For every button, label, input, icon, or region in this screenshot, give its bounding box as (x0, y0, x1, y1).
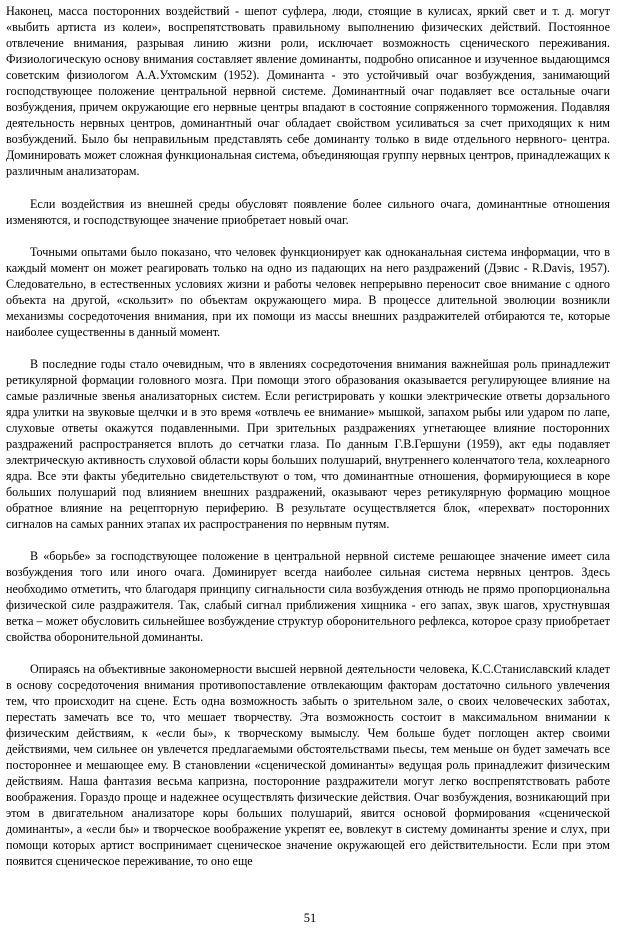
paragraph-gap (6, 532, 610, 548)
paragraph-6: Опираясь на объективные закономерности высшей нервной деятельности человека, К.С.Станиславский кладет в основу сосредоточения внимания противопоставление отвлекающим факторам достаточно сильного увлечения тем, что происходит на сцене. Есть одна возможность забыть о зрительном зале, о своих человеческих заботах, перестать замечать все то, что мешает творчеству. Эта возможность состоит в максимальном внимании к физическим действиям, к «если бы», к творческому вымыслу. Чем больше будет поглощен актер своими действиями, чем сильнее он увлечется предлагаемыми обстоятельствами пьесы, тем меньше он будет замечать все постороннее и мешающее ему. В становлении «сценической доминанты» ведущая роль принадлежит физическим действиям. Наша фантазия весьма капризна, посторонние раздражители могут легко воспрепятствовать работе воображения. Гораздо проще и надежнее осуществлять физические действия. Очаг возбуждения, возникающий при этом в двигательном анализаторе коры больших полушарий, явится основой формирования «сценической доминанты», а «если бы» и творческое воображение укрепят ее, вовлекут в систему доминанты зрение и слух, при помощи которых артист воспринимает сценическое значение окружающей его действительности. Если при этом появится сценическое переживание, то оно еще (6, 661, 610, 869)
paragraph-gap (6, 180, 610, 196)
paragraph-gap (6, 228, 610, 244)
page-number: 51 (303, 911, 317, 925)
paragraph-3: Точными опытами было показано, что человек функционирует как одноканальная система информации, что в каждый момент он может реагировать только на одно из падающих на него раздражений (Дэвис - R.Davis, 1957). Следовательно, в естественных условиях жизни и работы человек непрерывно переносит свое внимание с одного объекта на другой, «скользит» по объектам окружающего мира. В процессе длительной эволюции возникли механизмы сосредоточения внимания, при их помощи из массы внешних раздражителей отбираются те, которые наиболее существенны в данный момент. (6, 244, 610, 339)
paragraph-1: Наконец, масса посторонних воздействий - шепот суфлера, люди, стоящие в кулисах, яркий свет и т. д. могут «выбить артиста из колеи», воспрепятствовать правильному выполнению физических действий. Постоянное отвлечение внимания, разрывая линию жизни роли, исключает возможность сценического переживания. Физиологическую основу внимания составляет явление доминанты, подробно описанное и изученное выдающимся советским физиологом А.А.Ухтомским (1952). Доминанта - это устойчивый очаг возбуждения, занимающий господствующее положение центральной нервной системе. Доминантный очаг подавляет все остальные очаги возбуждения, причем окружающие его нервные центры впадают в состояние сопряженного торможения. Подавляя деятельность нервных центров, доминантный очаг обладает свойством усиливаться за счет приходящих к ним возбуждений. Было бы неправильным представлять себе доминанту только в виде отдельного нервного- центра. Доминировать может сложная функциональная система, объединяющая группу нервных центров, принадлежащих к различным анализаторам. (6, 4, 610, 179)
paragraph-4: В последние годы стало очевидным, что в явлениях сосредоточения внимания важнейшая роль принадлежит ретикулярной формации головного мозга. При помощи этого образования оказывается регулирующее влияние на самые различные звенья анализаторных систем. Если регистрировать у кошки электрические ответы дорзального ядра улитки на звуковые щелчки и в это время «отвлечь ее внимание» мышкой, запахом рыбы или ударом по лапе, слуховые ответы окажутся подавленными. При зрительных раздражениях угнетающее влияние посторонних раздражений распространяется вплоть до сетчатки глаза. По данным Г.В.Гершуни (1959), акт еды подавляет электрическую активность слуховой области коры больших полушарий, внутреннего коленчатого тела, кохлеарного ядра. Все эти факты убедительно свидетельствуют о том, что доминантные отношения, формирующиеся в коре больших полушарий под влиянием внешних раздражений, оказывают через ретикулярную формацию мощное обратное влияние на рецепторную периферию. В результате осуществляется блок, «перехват» посторонних сигналов на самых ранних этапах их распространения по нервным путям. (6, 356, 610, 532)
paragraph-gap (6, 645, 610, 661)
paragraph-2: Если воздействия из внешней среды обусловят появление более сильного очага, доминантные отношения изменяются, и господствующее значение приобретает новый очаг. (6, 196, 610, 227)
paragraph-5: В «борьбе» за господствующее положение в центральной нервной системе решающее значение имеет сила возбуждения того или иного очага. Доминирует всегда наиболее сильная система нервных центров. Здесь необходимо отметить, что благодаря принципу сигнальности сила возбуждения отнюдь не прямо пропорциональна физической силе раздражителя. Так, слабый сигнал приближения хищника - его запах, звук шагов, хрустнувшая ветка – может обусловить сильнейшее возбуждение структур оборонительного рефлекса, которое сразу приобретает свойства оборонительной доминанты. (6, 549, 610, 644)
paragraph-gap (6, 340, 610, 356)
